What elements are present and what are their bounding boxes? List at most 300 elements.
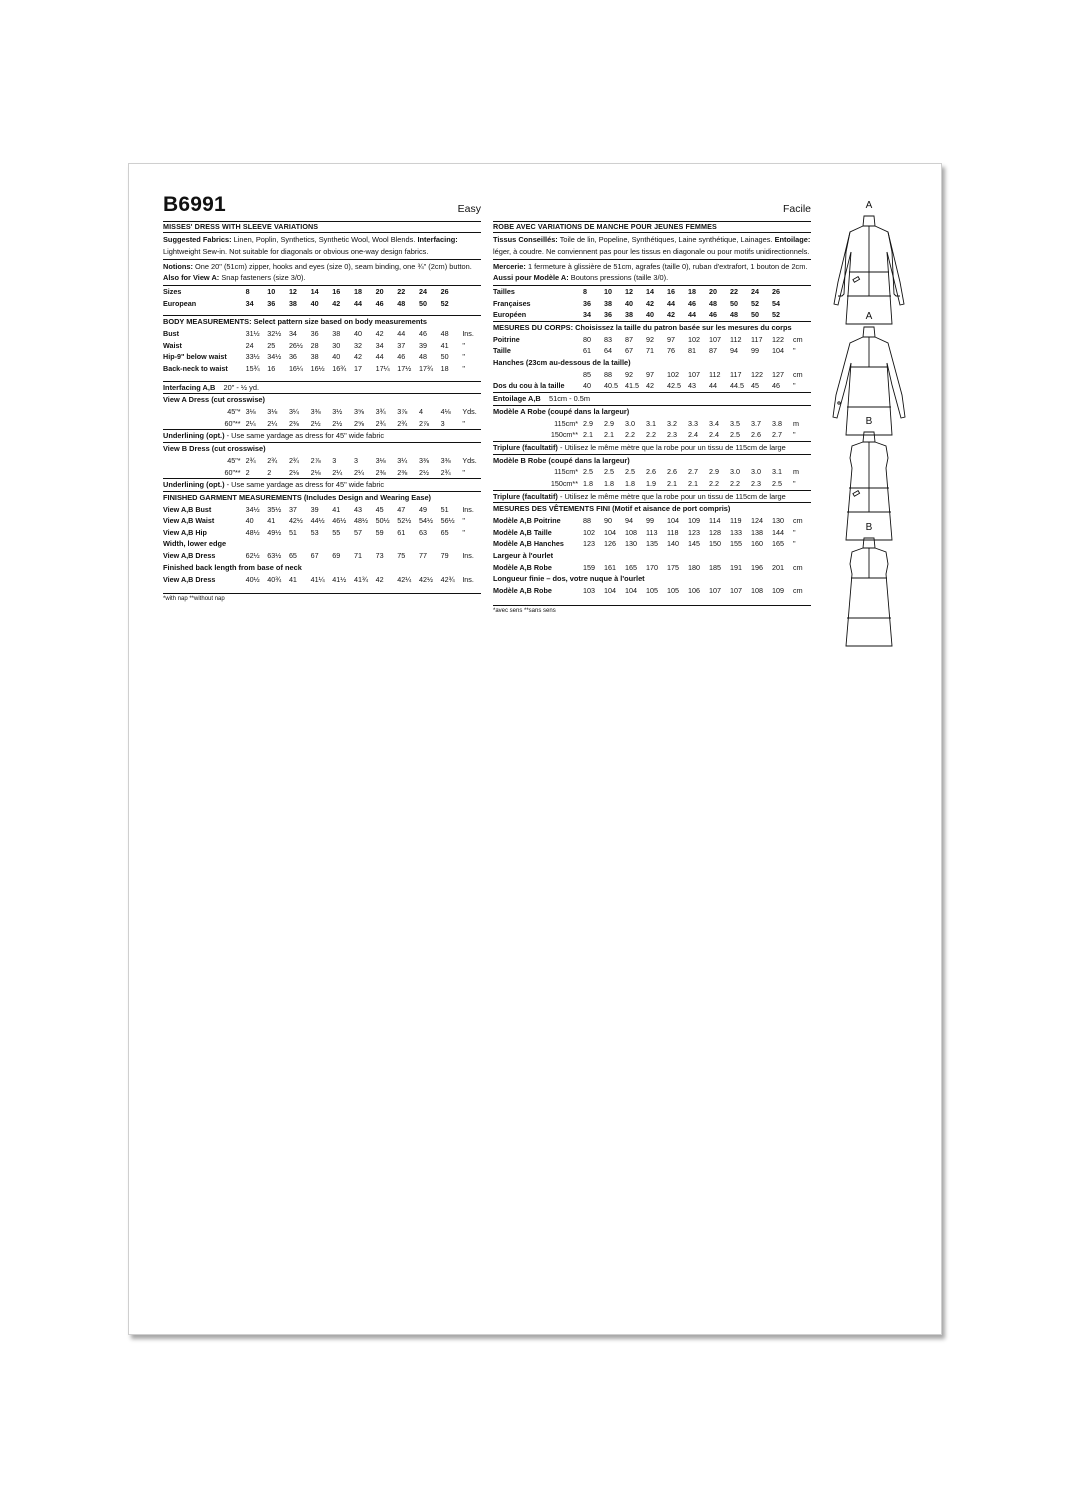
cell-value: 3⅝	[353, 407, 364, 417]
cell-value: 88	[583, 516, 591, 526]
table-row	[163, 340, 481, 352]
cell-value: 107	[709, 334, 721, 344]
cell-value: 2⅛	[288, 467, 299, 477]
cell-value: 39	[310, 504, 319, 514]
cell-value: 41.5	[625, 381, 639, 391]
cell-value: 161	[604, 562, 616, 572]
cell-value: 201	[772, 562, 784, 572]
row-label: Bust	[163, 329, 179, 339]
sizes-block	[163, 285, 481, 309]
table-row	[163, 504, 481, 516]
cell-value: 2⅜	[397, 467, 408, 477]
cell-value: 55	[332, 527, 341, 537]
cell-value: 2.9	[604, 418, 614, 428]
cell-value: 65	[288, 551, 297, 561]
cell-value: 2½	[332, 418, 343, 428]
cell-value: 26	[772, 287, 780, 297]
cell-value: 42	[646, 298, 654, 308]
row-label: Modèle A,B Hanches	[493, 539, 564, 549]
cell-value: 3⅜	[418, 455, 429, 465]
cell-value: 52	[440, 298, 449, 308]
table-row	[493, 527, 811, 539]
back-table-fr	[493, 380, 811, 392]
cell-value: 2.7	[688, 467, 698, 477]
table-row	[493, 515, 811, 527]
cell-value: 2.3	[667, 430, 677, 440]
hip-table-fr	[493, 369, 811, 381]
unit: cm	[793, 334, 803, 344]
cell-value: 45	[375, 504, 384, 514]
table-row	[163, 363, 481, 375]
cell-value: 42	[667, 310, 675, 320]
row-label: 115cm*	[554, 418, 578, 428]
cell-value: 36	[267, 298, 276, 308]
sizes-table	[163, 286, 481, 309]
cell-value: 32	[353, 340, 362, 350]
cell-value: 73	[375, 551, 384, 561]
cell-value: 2⅜	[375, 467, 386, 477]
cell-value: 2¼	[267, 418, 278, 428]
back-length-table	[163, 574, 481, 586]
difficulty-level-fr: Facile	[782, 203, 811, 215]
cell-value: 67	[310, 551, 319, 561]
cell-value: 46	[397, 352, 406, 362]
cell-value: 52½	[397, 516, 412, 526]
cell-value: 48	[709, 298, 717, 308]
cell-value: 107	[709, 586, 721, 596]
table-row	[163, 455, 481, 467]
row-label: 45"*	[227, 455, 241, 465]
row-label: Modèle A,B Robe	[493, 586, 552, 596]
row-label: Tailles	[493, 287, 515, 297]
cell-value: 40	[625, 298, 633, 308]
cell-value: 3.3	[688, 418, 698, 428]
unit	[793, 298, 811, 310]
table-row	[163, 298, 481, 310]
table-row	[163, 574, 481, 586]
cell-value: 2¼	[353, 467, 364, 477]
cell-value: 41¼	[310, 574, 325, 584]
cell-value: 48	[730, 310, 738, 320]
unit: "	[462, 418, 465, 428]
row-label: 45"*	[227, 407, 241, 417]
cell-value: 2¾	[288, 455, 299, 465]
cell-value: 44	[397, 329, 406, 339]
cell-value: 3⅜	[440, 455, 451, 465]
cell-value: 48½	[353, 516, 368, 526]
cell-value: 2.2	[646, 430, 656, 440]
cell-value: 3.2	[667, 418, 677, 428]
cell-value: 49	[418, 504, 427, 514]
cell-value: 85	[583, 369, 591, 379]
cell-value: 2½	[310, 418, 321, 428]
cell-value: 20	[375, 287, 384, 297]
cell-value: 42	[353, 352, 362, 362]
cell-value: 191	[730, 562, 742, 572]
unit: Yds.	[462, 455, 477, 465]
english-column	[163, 193, 481, 606]
cell-value: 40¾	[267, 574, 282, 584]
cell-value: 62½	[245, 551, 260, 561]
cell-value: 159	[583, 562, 595, 572]
cell-value: 79	[440, 551, 449, 561]
cell-value: 31½	[245, 329, 260, 339]
unit: Ins.	[462, 504, 474, 514]
view-a-label: View A Dress (cut crosswise)	[163, 393, 481, 406]
cell-value: 90	[604, 516, 612, 526]
cell-value: 127	[772, 369, 784, 379]
cell-value: 34	[375, 340, 384, 350]
cell-value: 49½	[267, 527, 282, 537]
cell-value: 46	[772, 381, 780, 391]
cell-value: 175	[667, 562, 679, 572]
table-row	[493, 562, 811, 574]
cell-value: 2¾	[375, 418, 386, 428]
footnote: *with nap **without nap	[163, 593, 481, 606]
cell-value: 64	[604, 346, 612, 356]
cell-value: 165	[625, 562, 637, 572]
cell-value: 2.6	[667, 467, 677, 477]
cell-value: 2.2	[625, 430, 635, 440]
row-label: Sizes	[163, 287, 182, 297]
cell-value: 4⅛	[440, 407, 451, 417]
cell-value: 69	[332, 551, 341, 561]
cell-value: 1.8	[604, 478, 614, 488]
cell-value: 48½	[245, 527, 260, 537]
cell-value: 51	[288, 527, 297, 537]
cell-value: 67	[625, 346, 633, 356]
cell-value: 2.5	[772, 478, 782, 488]
cell-value: 40	[310, 298, 319, 308]
cell-value: 48	[440, 329, 449, 339]
cell-value: 112	[730, 334, 742, 344]
cell-value: 24	[751, 287, 759, 297]
row-label	[493, 369, 583, 381]
cell-value: 76	[667, 346, 675, 356]
cell-value: 42.5	[667, 381, 681, 391]
cell-value: 42	[375, 329, 384, 339]
unit: "	[462, 363, 465, 373]
cell-value: 3½	[332, 407, 343, 417]
view-letter: A	[865, 311, 873, 322]
back-length-table-fr	[493, 585, 811, 597]
cell-value: 17¾	[418, 363, 433, 373]
cell-value: 123	[688, 527, 700, 537]
row-label: Poitrine	[493, 334, 520, 344]
view-b-yardage-table-fr	[493, 466, 811, 489]
unit: cm	[793, 369, 803, 379]
view-b-yardage-table	[163, 455, 481, 478]
interfacing-row: Interfacing A,B 20" - ½ yd.	[163, 381, 481, 394]
cell-value: 144	[772, 527, 784, 537]
cell-value: 44½	[310, 516, 325, 526]
cell-value: 109	[688, 516, 700, 526]
row-label: 150cm**	[550, 478, 578, 488]
hip-label-fr: Hanches (23cm au-dessous de la taille)	[493, 357, 631, 367]
cell-value: 160	[751, 539, 763, 549]
cell-value: 104	[625, 586, 637, 596]
cell-value: 41	[267, 516, 276, 526]
table-row	[493, 369, 811, 381]
cell-value: 1.8	[583, 478, 593, 488]
cell-value: 128	[709, 527, 721, 537]
cell-value: 42	[332, 298, 341, 308]
cell-value: 2.1	[688, 478, 698, 488]
cell-value: 10	[604, 287, 612, 297]
cell-value: 22	[397, 287, 406, 297]
cell-value: 48	[397, 298, 406, 308]
cell-value: 112	[709, 369, 721, 379]
view-a-label-fr: Modèle A Robe (coupé dans la largeur)	[493, 405, 811, 418]
cell-value: 104	[604, 527, 616, 537]
cell-value: 56½	[440, 516, 455, 526]
cell-value: 3.0	[751, 467, 761, 477]
cell-value: 3.7	[751, 418, 761, 428]
table-row	[163, 418, 481, 430]
cell-value: 2⅞	[418, 418, 429, 428]
cell-value: 51	[440, 504, 449, 514]
row-label: 115cm*	[554, 467, 578, 477]
cell-value: 36	[604, 310, 612, 320]
view-letter: A	[865, 200, 873, 211]
cell-value: 119	[730, 516, 742, 526]
cell-value: 122	[772, 334, 784, 344]
unit: "	[793, 527, 796, 537]
cell-value: 108	[625, 527, 637, 537]
cell-value: 2.1	[583, 430, 593, 440]
table-row	[163, 286, 481, 298]
cell-value: 75	[397, 551, 406, 561]
cell-value: 3.0	[625, 418, 635, 428]
french-column	[493, 199, 811, 617]
row-label: Back-neck to waist	[163, 363, 228, 373]
cell-value: 8	[583, 287, 587, 297]
interfacing-row-fr: Entoilage A,B 51cm - 0.5m	[493, 392, 811, 405]
row-label: View A,B Hip	[163, 527, 207, 537]
cell-value: 2	[245, 467, 250, 477]
cell-value: 113	[646, 527, 658, 537]
finished-measurements-title-fr: MESURES DES VÊTEMENTS FINI (Motif et aisance de port compris)	[493, 502, 811, 515]
cell-value: 2¾	[397, 418, 408, 428]
cell-value: 104	[772, 346, 784, 356]
cell-value: 41	[288, 574, 297, 584]
cell-value: 170	[646, 562, 658, 572]
cell-value: 14	[310, 287, 319, 297]
cell-value: 44	[709, 381, 717, 391]
cell-value: 102	[583, 527, 595, 537]
unit: "	[793, 478, 796, 488]
cell-value: 3⅛	[267, 407, 278, 417]
cell-value: 45	[751, 381, 759, 391]
cell-value: 103	[583, 586, 595, 596]
cell-value: 2¼	[245, 418, 256, 428]
cell-value: 59	[375, 527, 384, 537]
underlining-a: Underlining (opt.) - Use same yardage as dress for 45" wide fabric	[163, 429, 481, 442]
unit: m	[793, 467, 799, 477]
cell-value: 46½	[332, 516, 347, 526]
cell-value: 180	[688, 562, 700, 572]
row-label: Modèle A,B Poitrine	[493, 516, 561, 526]
cell-value: 77	[418, 551, 427, 561]
cell-value: 41½	[332, 574, 347, 584]
cell-value: 26	[440, 287, 449, 297]
cell-value: 3	[332, 455, 337, 465]
back-length-label-fr: Longueur finie – dos, votre nuque à l'ourlet	[493, 574, 645, 584]
cell-value: 34½	[267, 352, 282, 362]
cell-value: 15¾	[245, 363, 260, 373]
cell-value: 16	[267, 363, 276, 373]
cell-value: 24	[245, 340, 254, 350]
cell-value: 97	[667, 334, 675, 344]
cell-value: 43	[353, 504, 362, 514]
cell-value: 18	[440, 363, 449, 373]
cell-value: 117	[751, 334, 763, 344]
table-row	[493, 538, 811, 550]
cell-value: 3.1	[646, 418, 656, 428]
cell-value: 88	[604, 369, 612, 379]
cell-value: 108	[751, 586, 763, 596]
cell-value: 40	[583, 381, 591, 391]
row-label: Européen	[493, 310, 527, 320]
cell-value: 63	[418, 527, 427, 537]
cell-value: 2¾	[245, 455, 256, 465]
cell-value: 2½	[418, 467, 429, 477]
cell-value: 3¼	[288, 407, 299, 417]
row-label: Dos du cou à la taille	[493, 381, 565, 391]
cell-value: 53	[310, 527, 319, 537]
finished-measurements-table	[163, 504, 481, 539]
cell-value: 16	[667, 287, 675, 297]
row-label: Hip-9" below waist	[163, 352, 227, 362]
cell-value: 117	[730, 369, 742, 379]
row-label: View A,B Dress	[163, 574, 216, 584]
cell-value: 50½	[375, 516, 390, 526]
cell-value: 106	[688, 586, 700, 596]
cell-value: 30	[332, 340, 341, 350]
cell-value: 87	[625, 334, 633, 344]
cell-value: 2.1	[667, 478, 677, 488]
cell-value: 36	[288, 352, 297, 362]
fabrics-paragraph: Suggested Fabrics: Linen, Poplin, Synthetics, Synthetic Wool, Wool Blends. Interfacing: Lightweight Sew-in. Not suitable for diagonals or obvious one-way design fabrics.	[163, 235, 458, 256]
cell-value: 34	[245, 298, 254, 308]
row-label: Taille	[493, 346, 511, 356]
cell-value: 135	[646, 539, 658, 549]
cell-value: 50	[440, 352, 449, 362]
cell-value: 3	[353, 455, 358, 465]
cell-value: 104	[667, 516, 679, 526]
row-label: View A,B Bust	[163, 504, 212, 514]
table-row	[493, 286, 811, 298]
finished-measurements-title: FINISHED GARMENT MEASUREMENTS (Includes Design and Wearing Ease)	[163, 491, 481, 504]
view-a-yardage-table-fr	[493, 418, 811, 441]
cell-value: 44	[667, 298, 675, 308]
cell-value: 28	[310, 340, 319, 350]
cell-value: 130	[772, 516, 784, 526]
cell-value: 50	[730, 298, 738, 308]
unit: Ins.	[462, 329, 474, 339]
cell-value: 2¾	[267, 455, 278, 465]
cell-value: 109	[772, 586, 784, 596]
cell-value: 41	[332, 504, 341, 514]
table-row	[493, 418, 811, 430]
cell-value: 61	[397, 527, 406, 537]
unit	[462, 298, 481, 310]
cell-value: 42	[646, 381, 654, 391]
sizes-block-fr	[493, 285, 811, 321]
cell-value: 71	[353, 551, 362, 561]
footnote-fr: *avec sens **sans sens	[493, 605, 811, 618]
cell-value: 97	[646, 369, 654, 379]
row-label: Waist	[163, 340, 182, 350]
cell-value: 3⅛	[245, 407, 256, 417]
unit: Ins.	[462, 551, 474, 561]
cell-value: 52	[751, 298, 759, 308]
cell-value: 32½	[267, 329, 282, 339]
cell-value: 118	[667, 527, 679, 537]
cell-value: 92	[625, 369, 633, 379]
cell-value: 102	[688, 334, 700, 344]
cell-value: 38	[288, 298, 297, 308]
cell-value: 33½	[245, 352, 260, 362]
cell-value: 42½	[288, 516, 303, 526]
cell-value: 2.5	[625, 467, 635, 477]
back-length-label: Finished back length from base of neck	[163, 562, 302, 572]
difficulty-level: Easy	[457, 203, 481, 215]
cell-value: 38	[332, 329, 341, 339]
cell-value: 94	[625, 516, 633, 526]
cell-value: 20	[709, 287, 717, 297]
cell-value: 37	[288, 504, 297, 514]
cell-value: 2.1	[604, 430, 614, 440]
cell-value: 40	[245, 516, 254, 526]
cell-value: 50	[751, 310, 759, 320]
pattern-title: MISSES' DRESS WITH SLEEVE VARIATIONS	[163, 221, 481, 233]
cell-value: 140	[667, 539, 679, 549]
table-row	[493, 334, 811, 346]
cell-value: 87	[709, 346, 717, 356]
pattern-code: B6991	[163, 193, 226, 216]
cell-value: 104	[604, 586, 616, 596]
cell-value: 54½	[418, 516, 433, 526]
cell-value: 105	[646, 586, 658, 596]
cell-value: 63½	[267, 551, 282, 561]
header-fr	[493, 199, 811, 221]
underlining-b-fr: Triplure (facultatif) - Utilisez le même mètre que la robe pour un tissu de 115cm de large	[493, 490, 811, 503]
view-b-label: View B Dress (cut crosswise)	[163, 442, 481, 455]
body-measurements-title: BODY MEASUREMENTS: Select pattern size based on body measurements	[163, 315, 481, 328]
cell-value: 2.2	[730, 478, 740, 488]
cell-value: 34½	[245, 504, 260, 514]
cell-value: 34	[288, 329, 297, 339]
cell-value: 83	[604, 334, 612, 344]
cell-value: 12	[288, 287, 297, 297]
cell-value: 2.6	[751, 430, 761, 440]
cell-value: 40	[332, 352, 341, 362]
table-row	[493, 309, 811, 321]
cell-value: 36	[310, 329, 319, 339]
table-row	[493, 585, 811, 597]
row-label: Françaises	[493, 298, 531, 308]
cell-value: 42½	[418, 574, 433, 584]
cell-value: 3.0	[730, 467, 740, 477]
cell-value: 38	[604, 298, 612, 308]
cell-value: 3¾	[375, 407, 386, 417]
table-row	[493, 345, 811, 357]
cell-value: 2⅜	[288, 418, 299, 428]
cell-value: 10	[267, 287, 276, 297]
unit: cm	[793, 562, 803, 572]
unit: "	[793, 430, 796, 440]
